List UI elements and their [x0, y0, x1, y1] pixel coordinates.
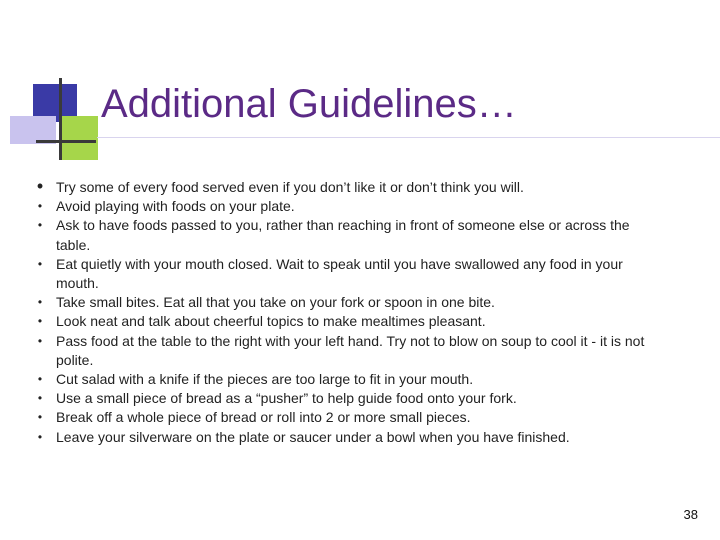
decorative-horizontal-line: [36, 140, 96, 143]
bullet-icon: •: [37, 314, 43, 329]
bullet-text: Pass food at the table to the right with your left hand. Try not to blow on soup to cool it - it is not polite.: [56, 332, 645, 368]
bullet-text: Eat quietly with your mouth closed. Wait to speak until you have swallowed any food in your mouth.: [56, 255, 623, 292]
bullet-icon: •: [37, 429, 43, 444]
bullet-text: Ask to have foods passed to you, rather than reaching in front of someone else or across the table.: [56, 217, 630, 253]
bullet-item: [30, 293, 650, 312]
bullet-text: Avoid playing with foods on your plate.: [56, 198, 295, 215]
bullet-icon: •: [37, 199, 43, 214]
title-divider: [97, 137, 720, 138]
bullet-item: [30, 255, 650, 293]
bullet-icon: •: [37, 333, 43, 348]
bullet-item: [30, 178, 650, 197]
decorative-green-square: [60, 116, 98, 160]
bullet-item: [30, 197, 650, 216]
decorative-vertical-line: [59, 78, 62, 160]
bullet-icon: •: [37, 256, 43, 271]
bullet-text: Look neat and talk about cheerful topics to make mealtimes pleasant.: [56, 313, 486, 330]
slide-title: Additional Guidelines…: [101, 82, 517, 126]
bullet-item: [30, 408, 650, 427]
bullet-text: Break off a whole piece of bread or roll into 2 or more small pieces.: [56, 409, 471, 426]
bullet-text: Leave your silverware on the plate or saucer under a bowl when you have finished.: [56, 428, 570, 445]
bullet-item: [30, 370, 650, 389]
bullet-item: [30, 312, 650, 331]
bullet-item: [30, 332, 650, 370]
bullet-item: [30, 428, 650, 447]
bullet-item: [30, 216, 650, 254]
bullet-list: [30, 178, 650, 447]
bullet-icon: •: [36, 176, 44, 196]
bullet-icon: •: [37, 372, 43, 387]
bullet-icon: •: [37, 391, 43, 406]
bullet-icon: •: [37, 410, 43, 425]
bullet-text: Take small bites. Eat all that you take on your fork or spoon in one bite.: [56, 294, 495, 311]
bullet-icon: •: [37, 218, 43, 233]
bullet-icon: •: [37, 295, 43, 310]
bullet-text: Cut salad with a knife if the pieces are too large to fit in your mouth.: [56, 371, 474, 388]
bullet-text: Try some of every food served even if you don’t like it or don’t think you will.: [56, 179, 524, 195]
bullet-item: [30, 389, 650, 408]
bullet-text: Use a small piece of bread as a “pusher” to help guide food onto your fork.: [56, 390, 517, 407]
page-number: 38: [683, 507, 698, 522]
